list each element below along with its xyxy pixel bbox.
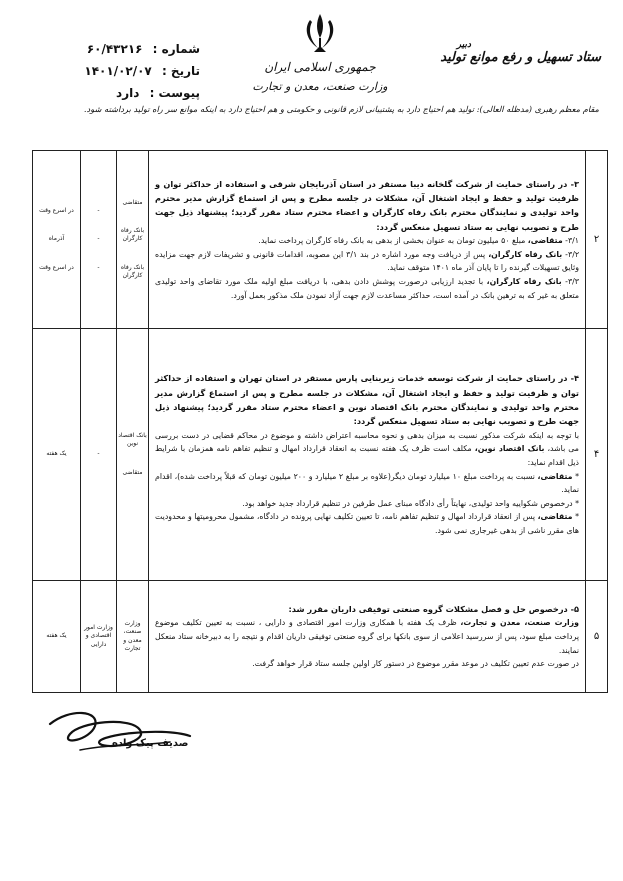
- responsible-cell: [117, 151, 149, 329]
- attachment-value: دارد: [116, 86, 140, 100]
- deadline-entry: در اسرع وقت: [39, 263, 74, 271]
- row-item: ۳/۲- بانک رفاه کارگران، پس از دریافت وجه مورد اشاره در بند ۳/۱ این مصوبه، اقدامات قانونی و تشریفات لازم جهت مزایده وثایق تسهیلات گیرنده را تا پایان آذر ماه ۱۴۰۱ متوقف نماید.: [155, 249, 580, 273]
- deadline-cell: یک هفته: [33, 581, 81, 693]
- row-heading: ۴- در راستای حمایت از شرکت توسعه خدمات زیربنایی پارس مستقر در استان تهران و استفاده از حداکثر توان و ظرفیت تولید و حفظ و ایجاد اشتغال آن، مشکلات در جلسه مطرح و پس از استماع گزارش مدیر محترم واحد تولیدی و نمایندگان محترم بانک اقتصاد نوین و اعضاء محترم ستاد مقرر گردید؛ پیشنهاد ذیل جهت طرح و تصویب نهایی به ستاد تسهیل منعکس گردد:: [155, 373, 579, 427]
- responsible-entry: متقاضی: [122, 468, 143, 476]
- leader-quote: مقام معظم رهبری (مدظله العالی): تولید هم احتیاج دارد به پشتیبانی لازم قانونی و حکومتی و هم احتیاج دارد به اینکه موانع سر راه تولید برداشته شود.: [83, 104, 599, 114]
- date-value: ۱۴۰۱/۰۲/۰۷: [84, 64, 152, 78]
- date-label: تاریخ :: [161, 64, 200, 78]
- number-label: شماره :: [152, 42, 200, 56]
- office-title-main: ستاد تسهیل و رفع موانع تولید: [440, 50, 601, 65]
- row-number: ۲: [586, 151, 608, 329]
- row-item: * متقاضی، نسبت به پرداخت مبلغ ۱۰ میلیارد تومان دیگر(علاوه بر مبلغ ۲ میلیارد و ۲۰۰ میلیون تومان که قبلاً پرداخت شده)، اقدام نماید.: [155, 471, 579, 495]
- responsible-entry: بانک رفاه کارگران: [120, 263, 145, 280]
- row-heading: ۵- درخصوص حل و فصل مشکلات گروه صنعتی توفیقی داریان مقرر شد:: [288, 604, 579, 615]
- row-heading: ۳- در راستای حمایت از شرکت گلخانه دیبا مستقر در استان آذربایجان شرقی و استفاده از حداکثر توان و ظرفیت تولید و حفظ و ایجاد اشتغال آن، مشکلات در جلسه مطرح و پس از استماع گزارش مدیر محترم واحد تولیدی و نمایندگان محترم بانک رفاه کارگران و اعضاء محترم ستاد مقرر گردید؛ پیشنهاد ذیل جهت طرح و تصویب نهایی به ستاد تسهیل منعکس گردد:: [155, 178, 579, 232]
- signature-icon: [40, 706, 210, 766]
- office-title-small: دبیر: [456, 40, 471, 50]
- collaborator-entry: -: [97, 206, 100, 214]
- deadline-entry: در اسرع وقت: [39, 206, 74, 214]
- deadline-entry: آذرماه: [48, 235, 65, 243]
- responsible-entry: بانک رفاه کارگران: [120, 226, 145, 243]
- letter-attachment: [60, 86, 200, 100]
- table-row: [33, 151, 608, 329]
- collaborator-entry: -: [97, 235, 100, 243]
- responsible-cell: [117, 329, 149, 581]
- office-title: [421, 40, 601, 65]
- attachment-label: پیوست :: [149, 86, 200, 100]
- table-row: [33, 329, 608, 581]
- resolutions-table: [32, 150, 608, 693]
- responsible-entry: بانک اقتصاد نوین: [118, 431, 147, 448]
- signer-name: صدیف پیک زاده: [112, 738, 189, 749]
- row-closing: در صورت عدم تعیین تکلیف در موعد مقرر موضوع در دستور کار اولین جلسه ستاد قرار خواهد گرفت.: [252, 659, 579, 669]
- row-item: * متقاضی، پس از انعقاد قرارداد امهال و تنظیم تفاهم نامه، تا تعیین تکلیف نهایی پرونده در دادگاه، مشمول محرومیتها و محدودیت های مقرر ناشی از بدهی غیرجاری نمی شود.: [155, 512, 579, 536]
- republic-title: جمهوری اسلامی ایران: [264, 60, 376, 74]
- row-item: * درخصوص شکواییه واحد تولیدی، نهایتاً رأی دادگاه مبنای عمل طرفین در تنظیم قرارداد جدید خواهد بود.: [242, 498, 579, 508]
- deadline-cell: یک هفته: [33, 329, 81, 581]
- table-row: [33, 581, 608, 693]
- letter-date: [60, 64, 200, 78]
- collaborator-entry: -: [97, 263, 100, 271]
- deadline-cell: [33, 151, 81, 329]
- row-item: ۳/۱- متقاضی، مبلغ ۵۰ میلیون تومان به عنوان بخشی از بدهی به بانک رفاه کارگران پرداخت نماید.: [258, 236, 579, 246]
- collaborator-cell: وزارت امور اقتصادی و دارایی: [81, 581, 117, 693]
- row-intro: وزارت صنعت، معدن و تجارت، ظرف یک هفته با همکاری وزارت امور اقتصادی و دارایی ، نسبت به تعیین تکلیف موضوع پرداخت مبلغ سود، پس از سررسید اعلامی از سوی بانکها برای گروه صنعتی توفیقی داریان اقدام و نتیجه را به دبیرخانه ستاد منعکل نمایند.: [155, 618, 580, 655]
- iran-emblem-icon: [296, 10, 344, 58]
- collaborator-cell: -: [81, 329, 117, 581]
- letter-number: [60, 42, 200, 56]
- row-content: [149, 329, 586, 581]
- responsible-entry: متقاضی: [122, 198, 143, 206]
- row-intro: با توجه به اینکه شرکت مذکور نسبت به میزان بدهی و نحوه محاسبه اعتراض داشته و موضوع در محاکم قضایی در دست بررسی می باشد، بانک اقتصاد نوین، مکلف است ظرف یک هفته نسبت به انعقاد قرارداد امهال و تنظیم تفاهم نامه همزمان با شرایط ذیل اقدام نماید:: [155, 430, 579, 467]
- row-item: ۳/۳- بانک رفاه کارگران، با تجدید ارزیابی درصورت پوشش دادن بدهی، با دریافت مبلغ اولیه ملک مورد تقاضای واحد تولیدی متعلق به غیر که به ترهین بانک در آمده است، حداکثر مساعدت لازم جهت آزاد نمودن ملک مذکور بعمل آورد.: [155, 277, 579, 300]
- number-value: ۶۰/۴۳۲۱۶: [86, 42, 143, 56]
- row-content: [149, 151, 586, 329]
- row-number: ۴: [586, 329, 608, 581]
- row-content: [149, 581, 586, 693]
- responsible-cell: وزارت صنعت، معدن و تجارت: [117, 581, 149, 693]
- collaborator-cell: [81, 151, 117, 329]
- ministry-title: وزارت صنعت، معدن و تجارت: [252, 80, 388, 93]
- row-number: ۵: [586, 581, 608, 693]
